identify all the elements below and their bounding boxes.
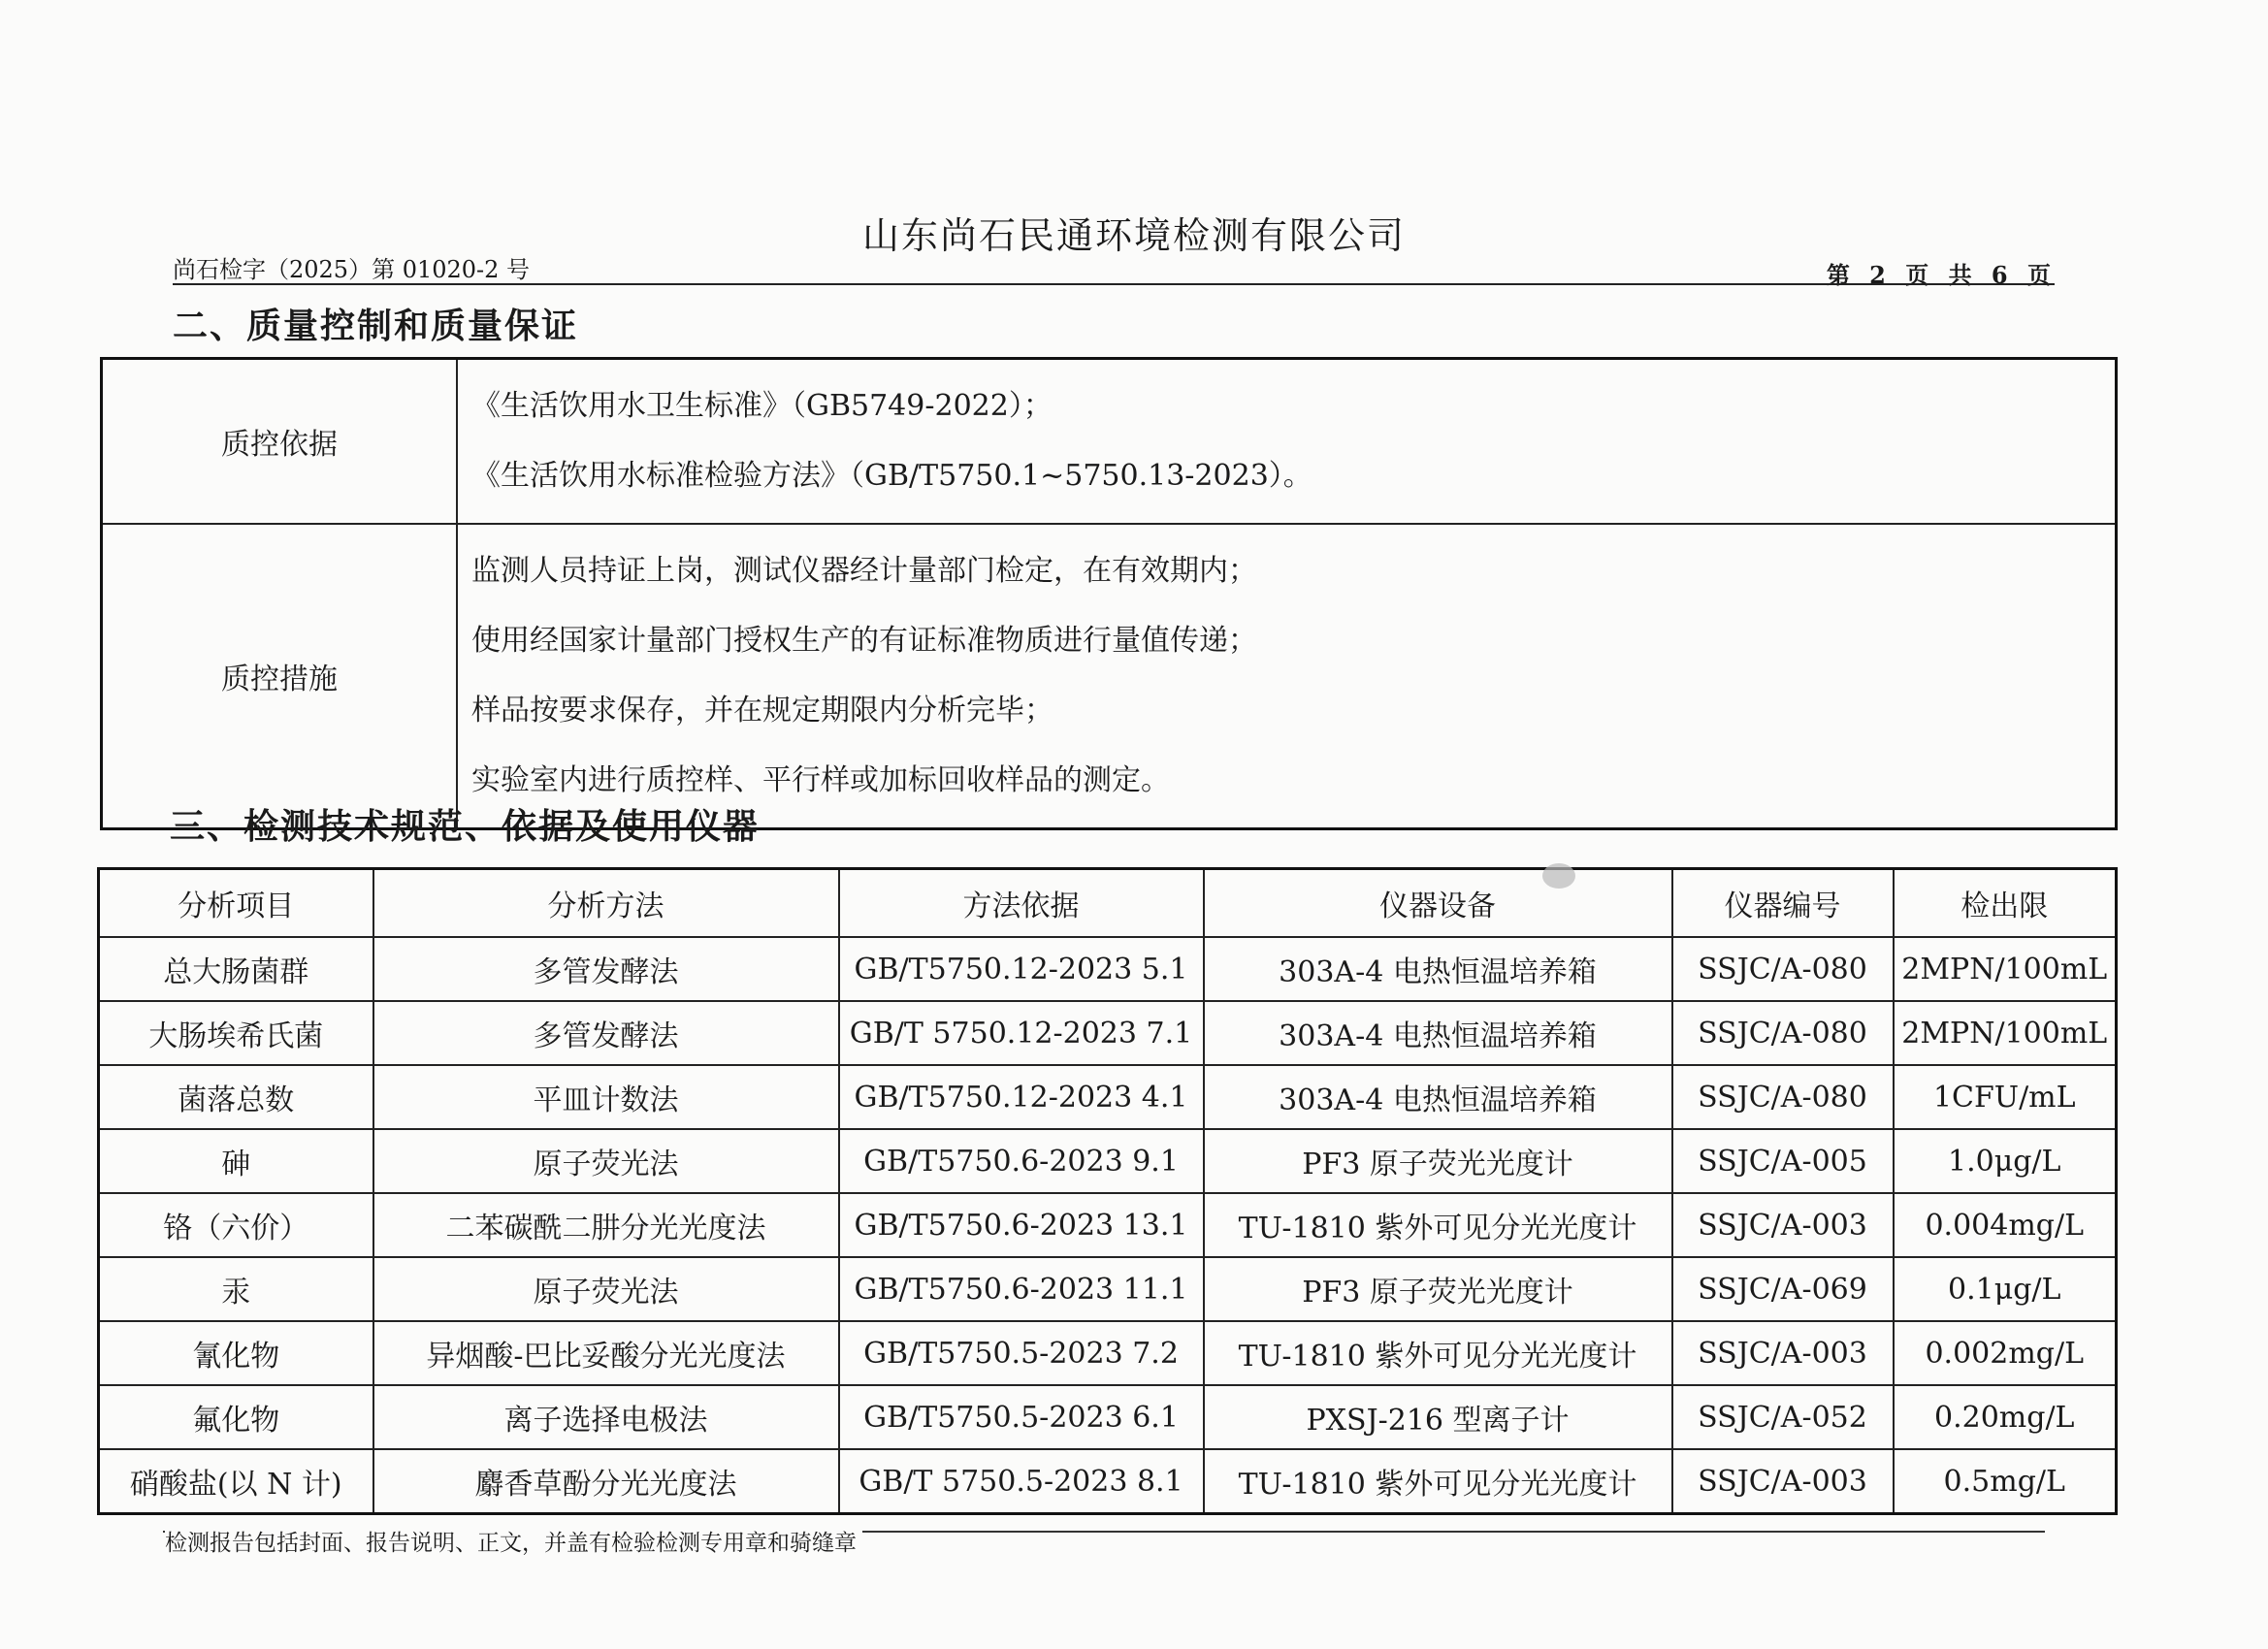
qc-measures-line: 使用经国家计量部门授权生产的有证标准物质进行量值传递； <box>471 624 1257 658</box>
cell-instrument: 303A-4 电热恒温培养箱 <box>1204 1065 1672 1129</box>
cell-basis: GB/T5750.6-2023 11.1 <box>839 1257 1204 1321</box>
cell-method: 原子荧光法 <box>373 1129 839 1193</box>
cell-item: 铬（六价） <box>99 1193 373 1257</box>
cell-detection-limit: 1.0μg/L <box>1894 1129 2117 1193</box>
col-header-method: 分析方法 <box>373 869 839 938</box>
col-header-basis: 方法依据 <box>839 869 1204 938</box>
qc-basis-line: 《生活饮用水卫生标准》（GB5749-2022）； <box>471 389 1053 423</box>
cell-item: 大肠埃希氏菌 <box>99 1001 373 1065</box>
qc-measures-line: 监测人员持证上岗，测试仪器经计量部门检定，在有效期内； <box>471 554 1257 588</box>
col-header-instrument-no: 仪器编号 <box>1672 869 1894 938</box>
col-header-item: 分析项目 <box>99 869 373 938</box>
cell-instrument-no: SSJC/A-003 <box>1672 1449 1894 1514</box>
cell-detection-limit: 0.1μg/L <box>1894 1257 2117 1321</box>
qc-row-measures <box>102 524 2117 829</box>
qc-row-basis <box>102 359 2117 525</box>
qc-measures-line: 实验室内进行质控样、平行样或加标回收样品的测定。 <box>471 763 1170 797</box>
qc-measures-line: 样品按要求保存，并在规定期限内分析完毕； <box>471 694 1053 728</box>
cell-basis: GB/T 5750.5-2023 8.1 <box>839 1449 1204 1514</box>
cell-method: 异烟酸-巴比妥酸分光光度法 <box>373 1321 839 1385</box>
qc-basis-content <box>457 359 2117 525</box>
table-row <box>99 1449 2117 1514</box>
cell-basis: GB/T5750.12-2023 4.1 <box>839 1065 1204 1129</box>
table-row <box>99 1193 2117 1257</box>
cell-item: 砷 <box>99 1129 373 1193</box>
cell-instrument-no: SSJC/A-069 <box>1672 1257 1894 1321</box>
col-header-instrument: 仪器设备 <box>1204 869 1672 938</box>
cell-instrument: 303A-4 电热恒温培养箱 <box>1204 937 1672 1001</box>
table-row <box>99 1129 2117 1193</box>
page-indicator: 第 2 页 共 6 页 <box>1826 261 2057 289</box>
cell-basis: GB/T5750.6-2023 13.1 <box>839 1193 1204 1257</box>
qc-basis-line: 《生活饮用水标准检验方法》（GB/T5750.1~5750.13-2023）。 <box>471 459 1312 493</box>
table-row <box>99 1257 2117 1321</box>
methods-instruments-table <box>97 867 2118 1515</box>
table-row <box>99 937 2117 1001</box>
cell-instrument: 303A-4 电热恒温培养箱 <box>1204 1001 1672 1065</box>
cell-detection-limit: 2MPN/100mL <box>1894 1001 2117 1065</box>
cell-item: 硝酸盐(以 N 计) <box>99 1449 373 1514</box>
footer-note: 检测报告包括封面、报告说明、正文，并盖有检验检测专用章和骑缝章 <box>165 1525 862 1557</box>
cell-detection-limit: 0.004mg/L <box>1894 1193 2117 1257</box>
cell-detection-limit: 1CFU/mL <box>1894 1065 2117 1129</box>
cell-instrument: PXSJ-216 型离子计 <box>1204 1385 1672 1449</box>
cell-instrument-no: SSJC/A-080 <box>1672 937 1894 1001</box>
table-row <box>99 1065 2117 1129</box>
cell-item: 氟化物 <box>99 1385 373 1449</box>
cell-detection-limit: 0.5mg/L <box>1894 1449 2117 1514</box>
scan-blemish <box>1542 863 1575 889</box>
cell-instrument-no: SSJC/A-080 <box>1672 1065 1894 1129</box>
cell-method: 麝香草酚分光光度法 <box>373 1449 839 1514</box>
quality-control-table <box>100 357 2118 830</box>
cell-basis: GB/T5750.5-2023 6.1 <box>839 1385 1204 1449</box>
cell-detection-limit: 0.20mg/L <box>1894 1385 2117 1449</box>
cell-instrument: TU-1810 紫外可见分光光度计 <box>1204 1321 1672 1385</box>
cell-item: 总大肠菌群 <box>99 937 373 1001</box>
report-number: 尚石检字（2025）第 01020-2 号 <box>173 256 531 283</box>
cell-instrument: PF3 原子荧光光度计 <box>1204 1257 1672 1321</box>
table-row <box>99 1321 2117 1385</box>
cell-method: 多管发酵法 <box>373 937 839 1001</box>
cell-method: 多管发酵法 <box>373 1001 839 1065</box>
cell-item: 氰化物 <box>99 1321 373 1385</box>
cell-instrument: TU-1810 紫外可见分光光度计 <box>1204 1193 1672 1257</box>
table-header-row <box>99 869 2117 938</box>
qc-measures-label: 质控措施 <box>102 524 458 829</box>
cell-instrument: PF3 原子荧光光度计 <box>1204 1129 1672 1193</box>
cell-detection-limit: 0.002mg/L <box>1894 1321 2117 1385</box>
cell-instrument: TU-1810 紫外可见分光光度计 <box>1204 1449 1672 1514</box>
header-divider <box>173 283 2055 285</box>
cell-method: 离子选择电极法 <box>373 1385 839 1449</box>
cell-basis: GB/T5750.5-2023 7.2 <box>839 1321 1204 1385</box>
cell-basis: GB/T5750.6-2023 9.1 <box>839 1129 1204 1193</box>
cell-detection-limit: 2MPN/100mL <box>1894 937 2117 1001</box>
col-header-detection-limit: 检出限 <box>1894 869 2117 938</box>
section-methods-title: 三、检测技术规范、依据及使用仪器 <box>170 806 761 847</box>
cell-item: 汞 <box>99 1257 373 1321</box>
company-name: 山东尚石民通环境检测有限公司 <box>861 214 1406 257</box>
cell-instrument-no: SSJC/A-003 <box>1672 1321 1894 1385</box>
cell-instrument-no: SSJC/A-080 <box>1672 1001 1894 1065</box>
cell-instrument-no: SSJC/A-005 <box>1672 1129 1894 1193</box>
cell-method: 平皿计数法 <box>373 1065 839 1129</box>
cell-method: 原子荧光法 <box>373 1257 839 1321</box>
cell-basis: GB/T5750.12-2023 5.1 <box>839 937 1204 1001</box>
table-row <box>99 1001 2117 1065</box>
cell-method: 二苯碳酰二肼分光光度法 <box>373 1193 839 1257</box>
section-quality-title: 二、质量控制和质量保证 <box>173 306 579 346</box>
qc-basis-label: 质控依据 <box>102 359 458 525</box>
cell-basis: GB/T 5750.12-2023 7.1 <box>839 1001 1204 1065</box>
cell-instrument-no: SSJC/A-052 <box>1672 1385 1894 1449</box>
qc-measures-content <box>457 524 2117 829</box>
table-row <box>99 1385 2117 1449</box>
cell-item: 菌落总数 <box>99 1065 373 1129</box>
cell-instrument-no: SSJC/A-003 <box>1672 1193 1894 1257</box>
